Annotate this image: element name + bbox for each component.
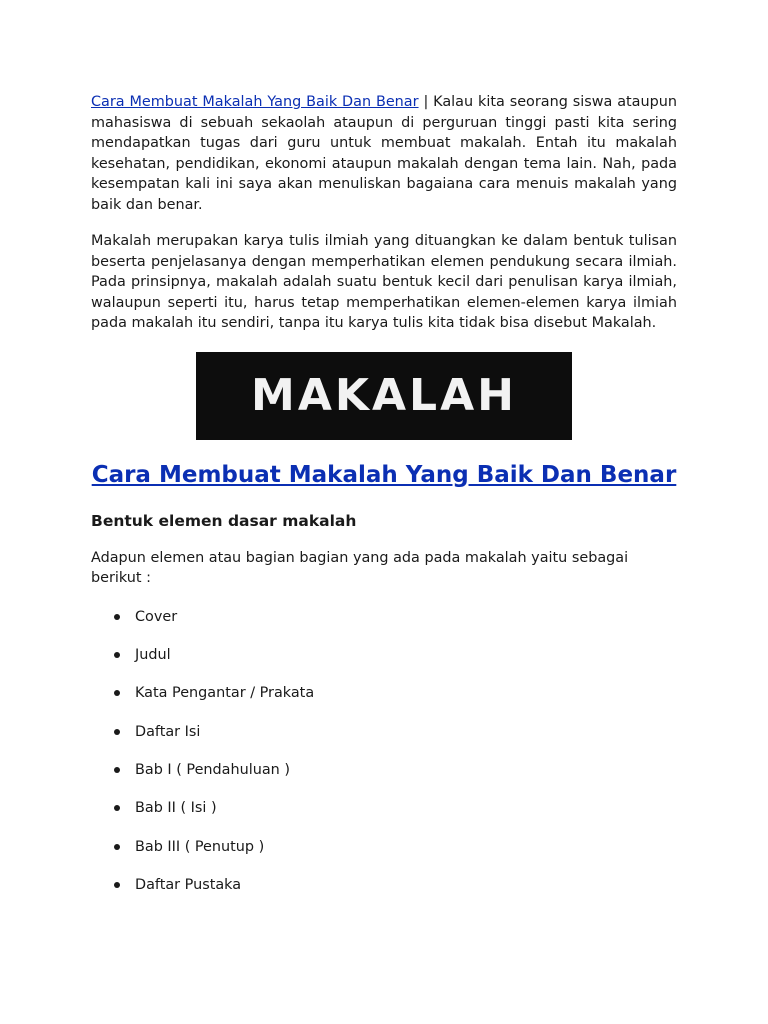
section-heading: Bentuk elemen dasar makalah	[91, 511, 357, 530]
list-item	[91, 722, 677, 742]
list-item-label: Cover	[135, 608, 178, 625]
list-item-label: Bab I ( Pendahuluan )	[135, 762, 290, 779]
list-item-label: Bab II ( Isi )	[135, 800, 217, 817]
list-item	[91, 683, 677, 703]
intro-paragraph	[91, 92, 677, 215]
list-item	[91, 798, 677, 818]
bullet-icon	[114, 614, 120, 620]
list-item	[91, 607, 677, 627]
main-title-link[interactable]: Cara Membuat Makalah Yang Baik Dan Benar	[91, 461, 677, 488]
list-item	[91, 760, 677, 780]
section-intro: Adapun elemen atau bagian bagian yang ada pada makalah yaitu sebagai berikut :	[91, 549, 629, 586]
main-title	[91, 460, 677, 490]
list-item	[91, 837, 677, 857]
banner-container	[91, 352, 677, 440]
elements-list	[91, 607, 677, 896]
bullet-icon	[114, 690, 120, 696]
banner-text: MAKALAH	[251, 370, 517, 421]
bullet-icon	[114, 844, 120, 850]
list-item-label: Daftar Isi	[135, 723, 201, 740]
list-item-label: Judul	[135, 646, 171, 663]
bullet-icon	[114, 882, 120, 888]
bullet-icon	[114, 652, 120, 658]
intro-paragraph-text: | Kalau kita seorang siswa ataupun mahasiswa di sebuah sekaolah ataupun di perguruan tinggi pasti kita sering mendapatkan tugas dari guru untuk membuat makalah. Entah itu makalah kesehatan, pendidikan, ekonomi ataupun makalah dengan tema lain. Nah, pada kesempatan kali ini saya akan menuliskan bagaiana cara menuis makalah yang baik dan benar.	[91, 94, 677, 213]
list-item	[91, 875, 677, 895]
list-item-label: Bab III ( Penutup )	[135, 838, 265, 855]
definition-paragraph: Makalah merupakan karya tulis ilmiah yang dituangkan ke dalam bentuk tulisan beserta penjelasanya dengan memperhatikan elemen pendukung secara ilmiah. Pada prinsipnya, makalah adalah suatu bentuk kecil dari penulisan karya ilmiah, walaupun seperti itu, harus tetap memperhatikan elemen-elemen karya ilmiah pada makalah itu sendiri, tanpa itu karya tulis kita tidak bisa disebut Makalah.	[91, 233, 677, 331]
bullet-icon	[114, 767, 120, 773]
bullet-icon	[114, 805, 120, 811]
article-title-link[interactable]: Cara Membuat Makalah Yang Baik Dan Benar	[91, 94, 419, 110]
list-item	[91, 645, 677, 665]
list-item-label: Kata Pengantar / Prakata	[135, 685, 315, 702]
document-page	[91, 92, 677, 914]
makalah-banner-image	[196, 352, 572, 440]
list-item-label: Daftar Pustaka	[135, 877, 242, 894]
bullet-icon	[114, 729, 120, 735]
